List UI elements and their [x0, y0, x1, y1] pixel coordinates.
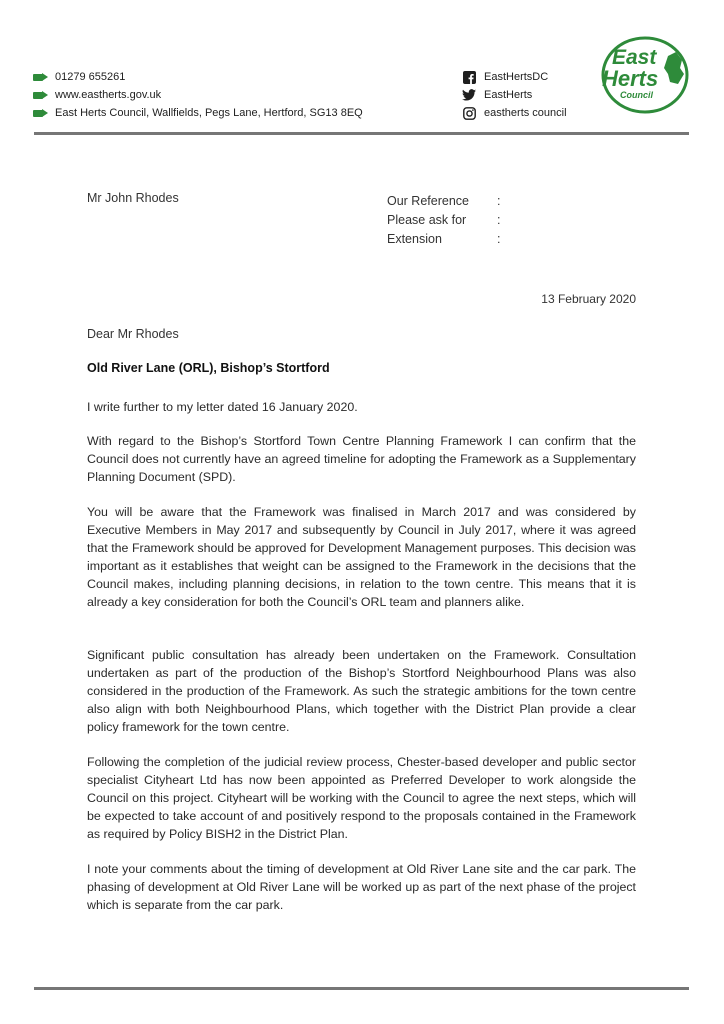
reference-value: :: [497, 212, 501, 227]
contact-details: [33, 68, 363, 122]
salutation: Dear Mr Rhodes: [87, 327, 179, 341]
body-paragraph: With regard to the Bishop’s Stortford Town Centre Planning Framework I can confirm that the Council does not currently have an agreed timeline for adopting the Framework as a Supplementary Planning Document (SPD).: [87, 434, 636, 484]
twitter-icon: [462, 88, 476, 102]
instagram-icon: [462, 106, 476, 120]
header-divider: [34, 132, 689, 135]
reference-row: [387, 191, 500, 210]
arrow-icon: [33, 109, 49, 118]
reference-label: Our Reference: [387, 193, 469, 208]
east-herts-logo: [598, 34, 690, 116]
arrow-icon: [33, 73, 49, 82]
logo-text-east: East: [612, 46, 657, 69]
body-paragraph: Significant public consultation has already been undertaken on the Framework. Consultation undertaken as part of the production of the Bishop’s Stortford Neighbourhood Plans was also considered in the production of the Framework. As such the strategic ambitions for the town centre also align with both Neighbourhood Plans, which together with the District Plan provide a clear policy framework for the town centre.: [87, 648, 636, 734]
social-links: [462, 68, 567, 122]
phone-row: [33, 68, 363, 86]
body-paragraph: You will be aware that the Framework was finalised in March 2017 and was considered by Executive Members in May 2017 and subsequently by Council in July 2017, where it was agreed that the Framework should be approved for Development Management purposes. This decision was important as it establishes that weight can be assigned to the Framework in the decisions that the Council makes, including planning decisions, in relation to the town centre. This means that it is already a key consideration for both the Council’s ORL team and planners alike.: [87, 505, 636, 609]
addressee: Mr John Rhodes: [87, 191, 179, 205]
arrow-icon: [33, 91, 49, 100]
reference-label: Please ask for: [387, 212, 467, 227]
twitter-handle[interactable]: EastHerts: [484, 89, 533, 101]
reference-row: [387, 210, 500, 229]
facebook-icon: [462, 70, 476, 84]
body-paragraph: I write further to my letter dated 16 January 2020.: [87, 400, 358, 414]
website-link[interactable]: www.eastherts.gov.uk: [55, 89, 162, 101]
instagram-handle[interactable]: eastherts council: [484, 107, 567, 119]
reference-label: Extension: [387, 231, 442, 246]
letter-date: 13 February 2020: [541, 292, 636, 306]
facebook-handle[interactable]: EastHertsDC: [484, 71, 549, 83]
address-row: [33, 104, 363, 122]
twitter-row: [462, 86, 567, 104]
instagram-row: [462, 104, 567, 122]
reference-value: :: [497, 231, 501, 246]
footer-divider: [34, 987, 689, 990]
website-row: [33, 86, 363, 104]
council-address: East Herts Council, Wallfields, Pegs Lane, Hertford, SG13 8EQ: [55, 107, 363, 119]
facebook-row: [462, 68, 567, 86]
body-paragraph: Following the completion of the judicial review process, Chester-based developer and public sector specialist Cityheart Ltd has now been appointed as Preferred Developer to work alongside the Council on this project. Cityheart will be working with the Council to agree the next steps, which will be expected to take account of and positively respond to the proposals contained in the Framework as required by Policy BISH2 in the District Plan.: [87, 755, 636, 841]
logo-text-herts: Herts: [602, 66, 659, 91]
body-paragraph: I note your comments about the timing of development at Old River Lane site and the car park. The phasing of development at Old River Lane will be worked up as part of the next phase of the project which is separate from the car park.: [87, 862, 636, 912]
letter-subject: Old River Lane (ORL), Bishop’s Stortford: [87, 361, 330, 375]
reference-value: :: [497, 193, 501, 208]
phone-number: 01279 655261: [55, 71, 126, 83]
logo-text-council: Council: [620, 90, 653, 100]
reference-block: [387, 191, 500, 248]
reference-row: [387, 229, 500, 248]
